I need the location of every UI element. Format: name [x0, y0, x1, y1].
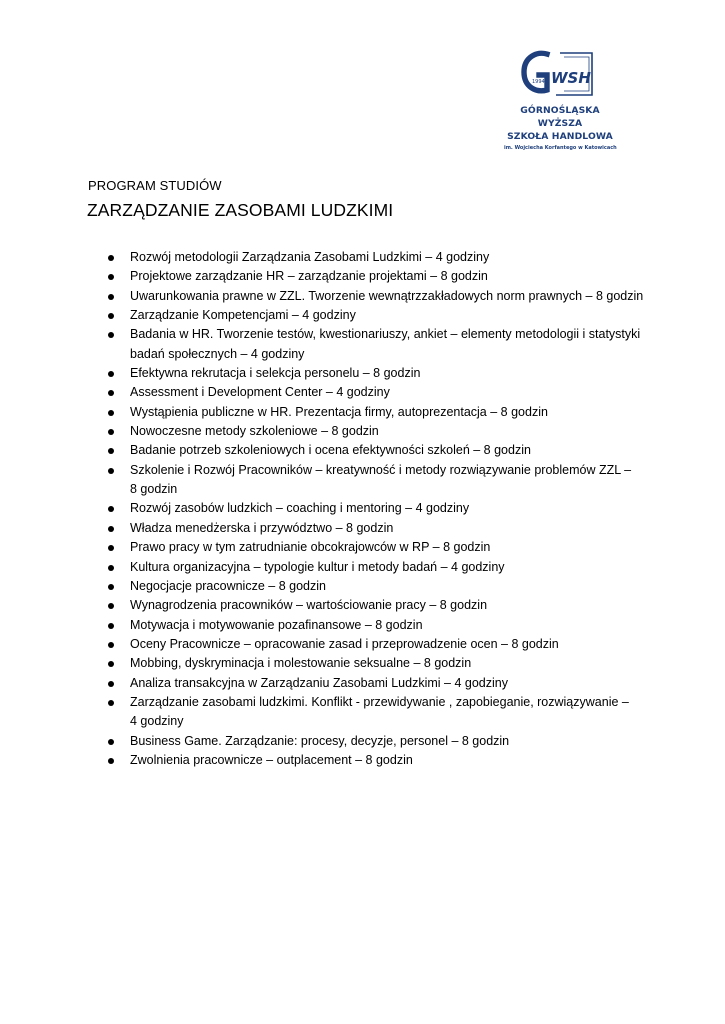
course-text: Analiza transakcyjna w Zarządzaniu Zasobami Ludzkimi – 4 godziny [130, 675, 508, 690]
logo-monogram: WSH [551, 69, 591, 87]
course-text: Uwarunkowania prawne w ZZL. Tworzenie wewnątrzzakładowych norm prawnych – 8 godzin [130, 288, 644, 303]
course-text: Władza menedżerska i przywództwo – 8 godzin [130, 520, 394, 535]
course-item [130, 538, 642, 557]
course-text: Motywacja i motywowanie pozafinansowe – 8 godzin [130, 617, 423, 632]
school-name-line-1: GÓRNOŚLĄSKA WYŻSZA [520, 105, 600, 129]
bullet-icon [108, 700, 114, 706]
course-list [130, 248, 642, 770]
bullet-icon [108, 506, 114, 512]
bullet-icon [108, 545, 114, 551]
bullet-icon [108, 603, 114, 609]
bullet-icon [108, 565, 114, 571]
bullet-icon [108, 410, 114, 416]
bullet-icon [108, 584, 114, 590]
course-text: Rozwój metodologii Zarządzania Zasobami Ludzkimi – 4 godziny [130, 250, 490, 264]
course-text: Prawo pracy w tym zatrudnianie obcokrajowców w RP – 8 godzin [130, 540, 491, 555]
bullet-icon [108, 623, 114, 629]
course-item [130, 403, 642, 422]
school-emblem-icon [520, 48, 594, 96]
school-name-line-2: SZKOŁA HANDLOWA [507, 131, 613, 142]
course-item [130, 693, 642, 732]
course-text: Zarządzanie zasobami ludzkimi. Konflikt - przewidywanie , zapobieganie, rozwiązywanie – [130, 694, 629, 709]
bullet-icon [108, 468, 114, 474]
course-text: Business Game. Zarządzanie: procesy, decyzje, personel – 8 godzin [130, 733, 510, 748]
course-item [130, 441, 642, 460]
course-text-continuation: 8 godzin [130, 482, 178, 497]
course-item [130, 306, 642, 325]
course-item [130, 519, 642, 538]
course-item [130, 654, 642, 673]
course-item [130, 325, 642, 364]
course-text: Badania w HR. Tworzenie testów, kwestionariuszy, ankiet – elementy metodologii i statystyki [130, 327, 641, 342]
course-item [130, 287, 642, 306]
bullet-icon [108, 758, 114, 764]
course-item [130, 364, 642, 383]
course-text: Rozwój zasobów ludzkich – coaching i mentoring – 4 godziny [130, 501, 470, 516]
course-text: Projektowe zarządzanie HR – zarządzanie projektami – 8 godzin [130, 269, 488, 284]
bullet-icon [108, 642, 114, 648]
course-item [130, 577, 642, 596]
course-text: Badanie potrzeb szkoleniowych i ocena efektywności szkoleń – 8 godzin [130, 443, 531, 458]
course-text: Zwolnienia pracownicze – outplacement – 8 godzin [130, 752, 413, 767]
school-logo [504, 48, 617, 151]
course-item [130, 422, 642, 441]
course-item [130, 267, 642, 286]
course-item [130, 596, 642, 615]
course-text: Negocjacje pracownicze – 8 godzin [130, 578, 326, 593]
course-item [130, 635, 642, 654]
course-item [130, 461, 642, 500]
course-item [130, 558, 642, 577]
course-text-continuation: 4 godziny [130, 714, 184, 729]
program-label: PROGRAM STUDIÓW [88, 178, 222, 193]
course-text: Wystąpienia publiczne w HR. Prezentacja firmy, autoprezentacja – 8 godzin [130, 404, 548, 419]
course-text: Wynagrodzenia pracowników – wartościowanie pracy – 8 godzin [130, 598, 488, 613]
course-text: Oceny Pracownicze – opracowanie zasad i przeprowadzenie ocen – 8 godzin [130, 636, 559, 651]
course-item [130, 383, 642, 402]
course-text: Zarządzanie Kompetencjami – 4 godziny [130, 308, 356, 323]
course-item [130, 248, 642, 267]
course-text: Kultura organizacyjna – typologie kultur i metody badań – 4 godziny [130, 559, 505, 574]
bullet-icon [108, 332, 114, 338]
bullet-icon [108, 390, 114, 396]
course-text: Efektywna rekrutacja i selekcja personelu – 8 godzin [130, 366, 421, 381]
bullet-icon [108, 294, 114, 300]
bullet-icon [108, 313, 114, 319]
course-item [130, 732, 642, 751]
bullet-icon [108, 526, 114, 532]
bullet-icon [108, 274, 114, 280]
course-text-continuation: badań społecznych – 4 godziny [130, 346, 305, 361]
bullet-icon [108, 255, 114, 261]
bullet-icon [108, 739, 114, 745]
bullet-icon [108, 429, 114, 435]
bullet-icon [108, 681, 114, 687]
course-item [130, 499, 642, 518]
course-text: Assessment i Development Center – 4 godziny [130, 385, 390, 400]
course-item [130, 751, 642, 770]
bullet-icon [108, 661, 114, 667]
school-name [504, 104, 616, 153]
program-title: ZARZĄDZANIE ZASOBAMI LUDZKIMI [87, 200, 394, 220]
course-text: Nowoczesne metody szkoleniowe – 8 godzin [130, 424, 379, 439]
course-text: Mobbing, dyskryminacja i molestowanie seksualne – 8 godzin [130, 656, 472, 671]
bullet-icon [108, 448, 114, 454]
course-text: Szkolenie i Rozwój Pracowników – kreatywność i metody rozwiązywanie problemów ZZL – [130, 462, 632, 477]
school-name-line-3: im. Wojciecha Korfantego w Katowicach [504, 145, 617, 151]
course-item [130, 616, 642, 635]
course-item [130, 674, 642, 693]
logo-year: 1994 [532, 79, 545, 85]
bullet-icon [108, 371, 114, 377]
